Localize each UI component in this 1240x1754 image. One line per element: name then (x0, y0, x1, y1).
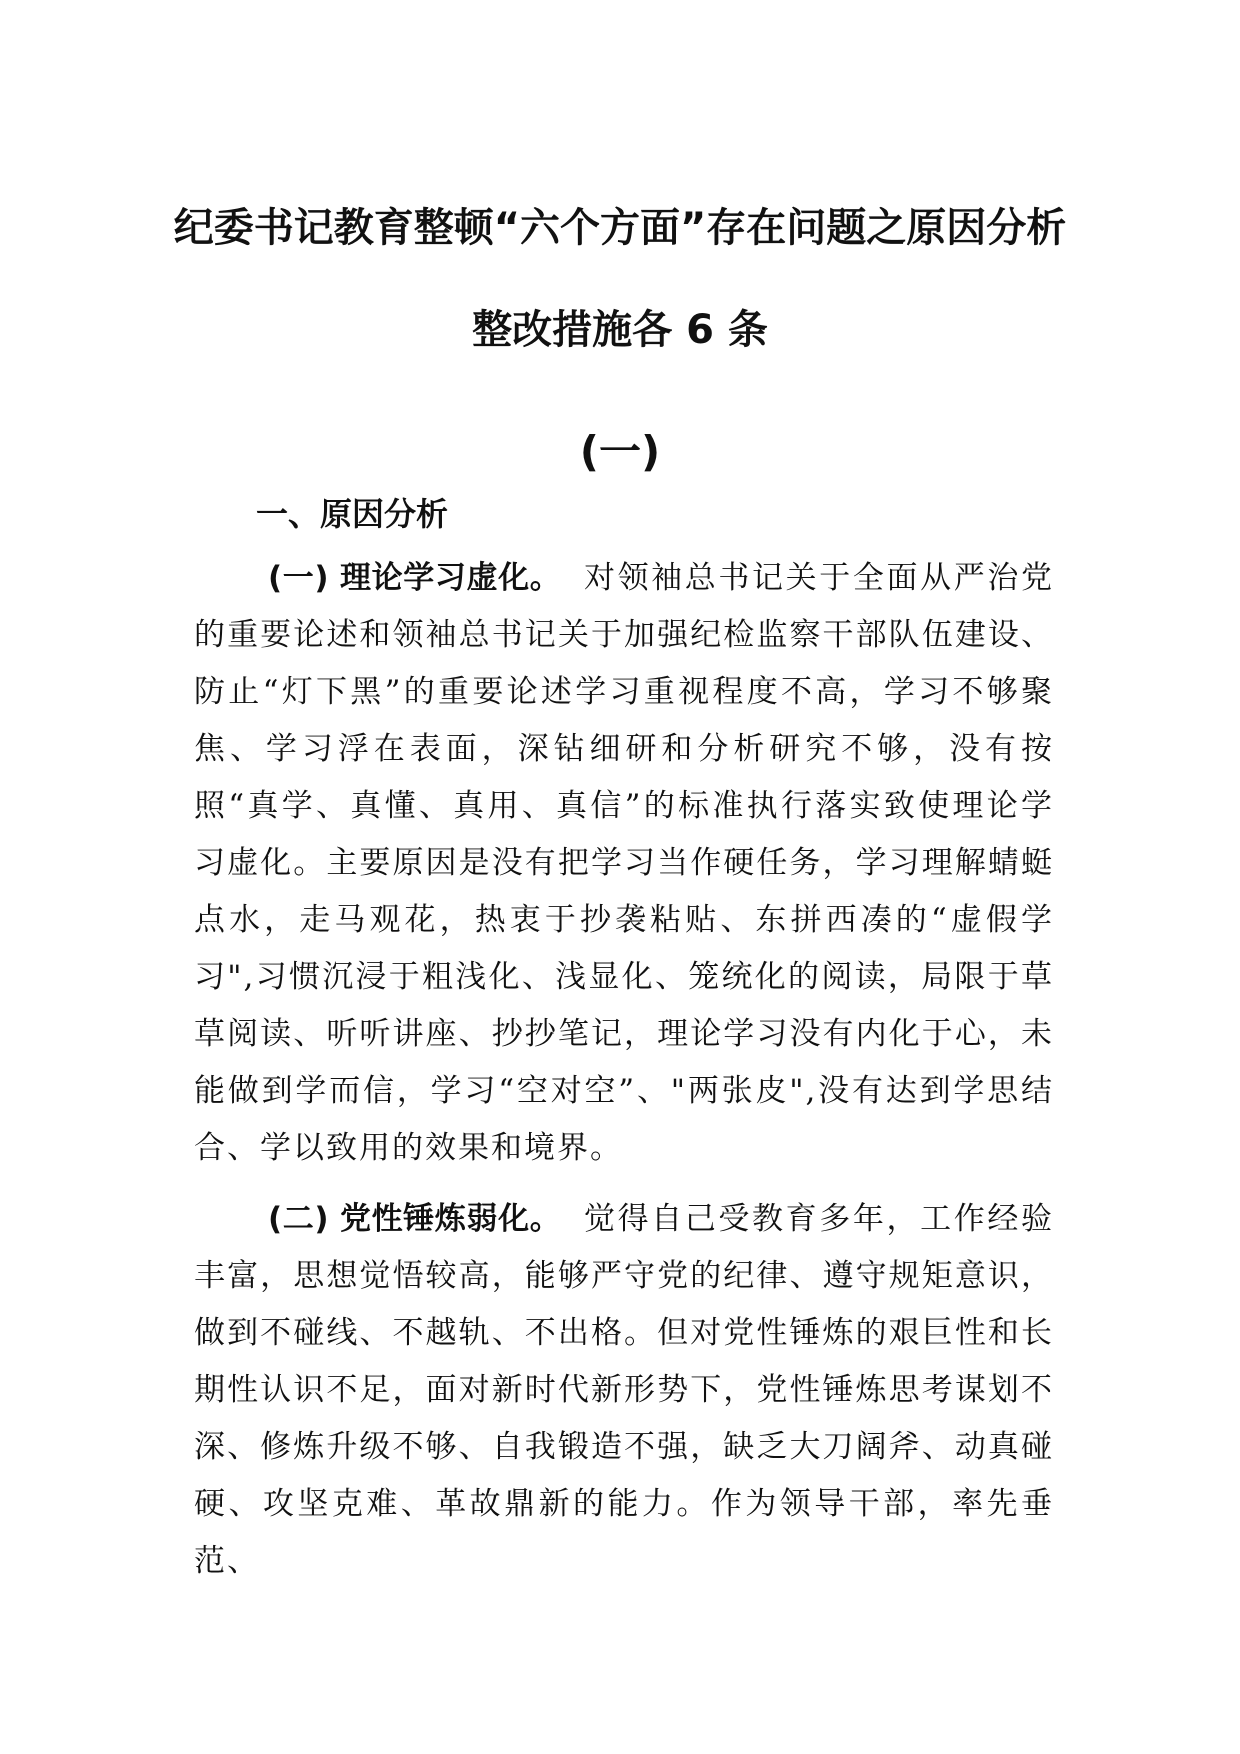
paragraph-theory-study (194, 550, 1054, 1177)
paragraph-party-spirit (194, 1191, 1054, 1590)
paragraph-text: 觉得自己受教育多年，工作经验丰富，思想觉悟较高，能够严守党的纪律、遵守规矩意识，做到不碰线、不越轨、不出格。但对党性锤炼的艰巨性和长期性认识不足，面对新时代新形势下，党性锤炼思考谋划不深、修炼升级不够、自我锻造不强，缺乏大刀阔斧、动真碰硬、攻坚克难、革故鼎新的能力。作为领导干部，率先垂范、 (194, 1201, 1054, 1579)
document-title-line-2: 整改措施各 6 条 (472, 307, 768, 353)
paragraph-subheading: (一) 理论学习虚化。 (268, 560, 562, 596)
part-label: (一) (579, 427, 661, 476)
paragraph-subheading: (二) 党性锤炼弱化。 (268, 1201, 562, 1237)
paragraph-text: 对领袖总书记关于全面从严治党的重要论述和领袖总书记关于加强纪检监察干部队伍建设、防止“灯下黑”的重要论述学习重视程度不高，学习不够聚焦、学习浮在表面，深钻细研和分析研究不够，没有按照“真学、真懂、真用、真信”的标准执行落实致使理论学习虚化。主要原因是没有把学习当作硬任务，学习理解蜻蜓点水，走马观花，热衷于抄袭粘贴、东拼西凑的“虚假学习",习惯沉浸于粗浅化、浅显化、笼统化的阅读，局限于草草阅读、听听讲座、抄抄笔记，理论学习没有内化于心，未能做到学而信，学习“空对空”、"两张皮",没有达到学思结合、学以致用的效果和境界。 (194, 560, 1054, 1166)
document-title-line-1: 纪委书记教育整顿“六个方面”存在问题之原因分析 (173, 205, 1067, 251)
section-heading: 一、原因分析 (256, 495, 449, 533)
